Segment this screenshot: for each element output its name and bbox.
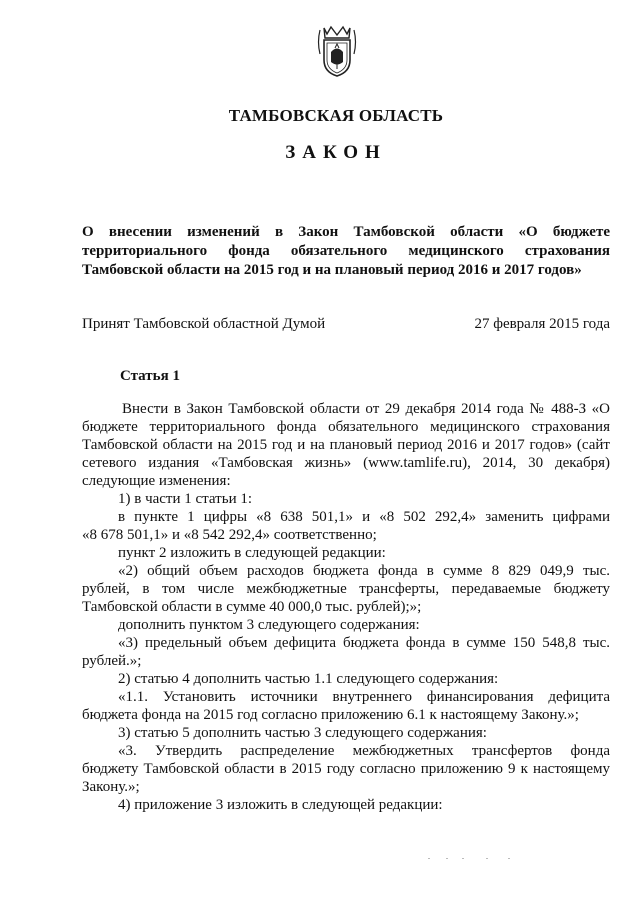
article-body xyxy=(82,400,610,814)
article-line: бюджете территориального фонда обязательного медицинского страхования xyxy=(82,419,610,435)
article-title: Статья 1 xyxy=(120,368,180,384)
article-line: пункт 2 изложить в следующей редакции: xyxy=(118,545,386,561)
scan-speck xyxy=(486,858,488,859)
scan-speck xyxy=(446,858,448,859)
document-type-title: ЗАКОН xyxy=(285,142,387,163)
article-line: Тамбовской области на 2015 год и на плановый период 2016 и 2017 годов» (сайт xyxy=(82,437,610,453)
law-subject-line: О внесении изменений в Закон Тамбовской области «О бюджете xyxy=(82,224,610,240)
article-line: «8 678 501,1» и «8 542 292,4» соответственно; xyxy=(82,527,377,543)
region-title: ТАМБОВСКАЯ ОБЛАСТЬ xyxy=(228,106,444,125)
adoption-row xyxy=(82,316,610,333)
article-line: в пункте 1 цифры «8 638 501,1» и «8 502 292,4» заменить цифрами xyxy=(118,509,610,525)
article-line: рублей.»; xyxy=(82,653,142,669)
law-subject-line: Тамбовской области на 2015 год и на плановый период 2016 и 2017 годов» xyxy=(82,262,582,278)
scan-speck xyxy=(508,858,510,859)
article-line: Тамбовской области в сумме 40 000,0 тыс. рублей);»; xyxy=(82,599,422,615)
article-line: «3. Утвердить распределение межбюджетных трансфертов фонда xyxy=(118,743,610,759)
article-line: 4) приложение 3 изложить в следующей редакции: xyxy=(118,797,443,813)
article-line: бюджету Тамбовской области в 2015 году согласно приложению 9 к настоящему xyxy=(82,761,610,777)
law-subject-line: территориального фонда обязательного медицинского страхования xyxy=(82,243,610,259)
article-line: «2) общий объем расходов бюджета фонда в сумме 8 829 049,9 тыс. xyxy=(118,563,610,579)
article-line: «3) предельный объем дефицита бюджета фонда в сумме 150 548,8 тыс. xyxy=(118,635,610,651)
article-line: Закону.»; xyxy=(82,779,140,795)
article-line: «1.1. Установить источники внутреннего финансирования дефицита xyxy=(118,689,610,705)
article-line: следующие изменения: xyxy=(82,473,231,489)
adoption-date: 27 февраля 2015 года xyxy=(474,316,610,332)
article-line: дополнить пунктом 3 следующего содержания: xyxy=(118,617,420,633)
scan-speck xyxy=(462,858,464,859)
article-line: 2) статью 4 дополнить частью 1.1 следующего содержания: xyxy=(118,671,499,687)
scan-speck xyxy=(428,858,430,859)
law-subject xyxy=(82,223,610,280)
article-line: 1) в части 1 статьи 1: xyxy=(118,491,253,507)
article-line: сетевого издания «Тамбовская жизнь» (www.tamlife.ru), 2014, 30 декабря) xyxy=(82,455,610,471)
article-line: 3) статью 5 дополнить частью 3 следующего содержания: xyxy=(118,725,487,741)
article-line: бюджета фонда на 2015 год согласно приложению 6.1 к настоящему Закону.»; xyxy=(82,707,579,723)
article-line: рублей, в том числе межбюджетные трансферты, передаваемые бюджету xyxy=(82,581,610,597)
article-line: Внести в Закон Тамбовской области от 29 декабря 2014 года № 488-З «О xyxy=(122,401,610,417)
coat-of-arms-emblem xyxy=(316,22,358,78)
adopted-by: Принят Тамбовской областной Думой xyxy=(82,316,326,332)
